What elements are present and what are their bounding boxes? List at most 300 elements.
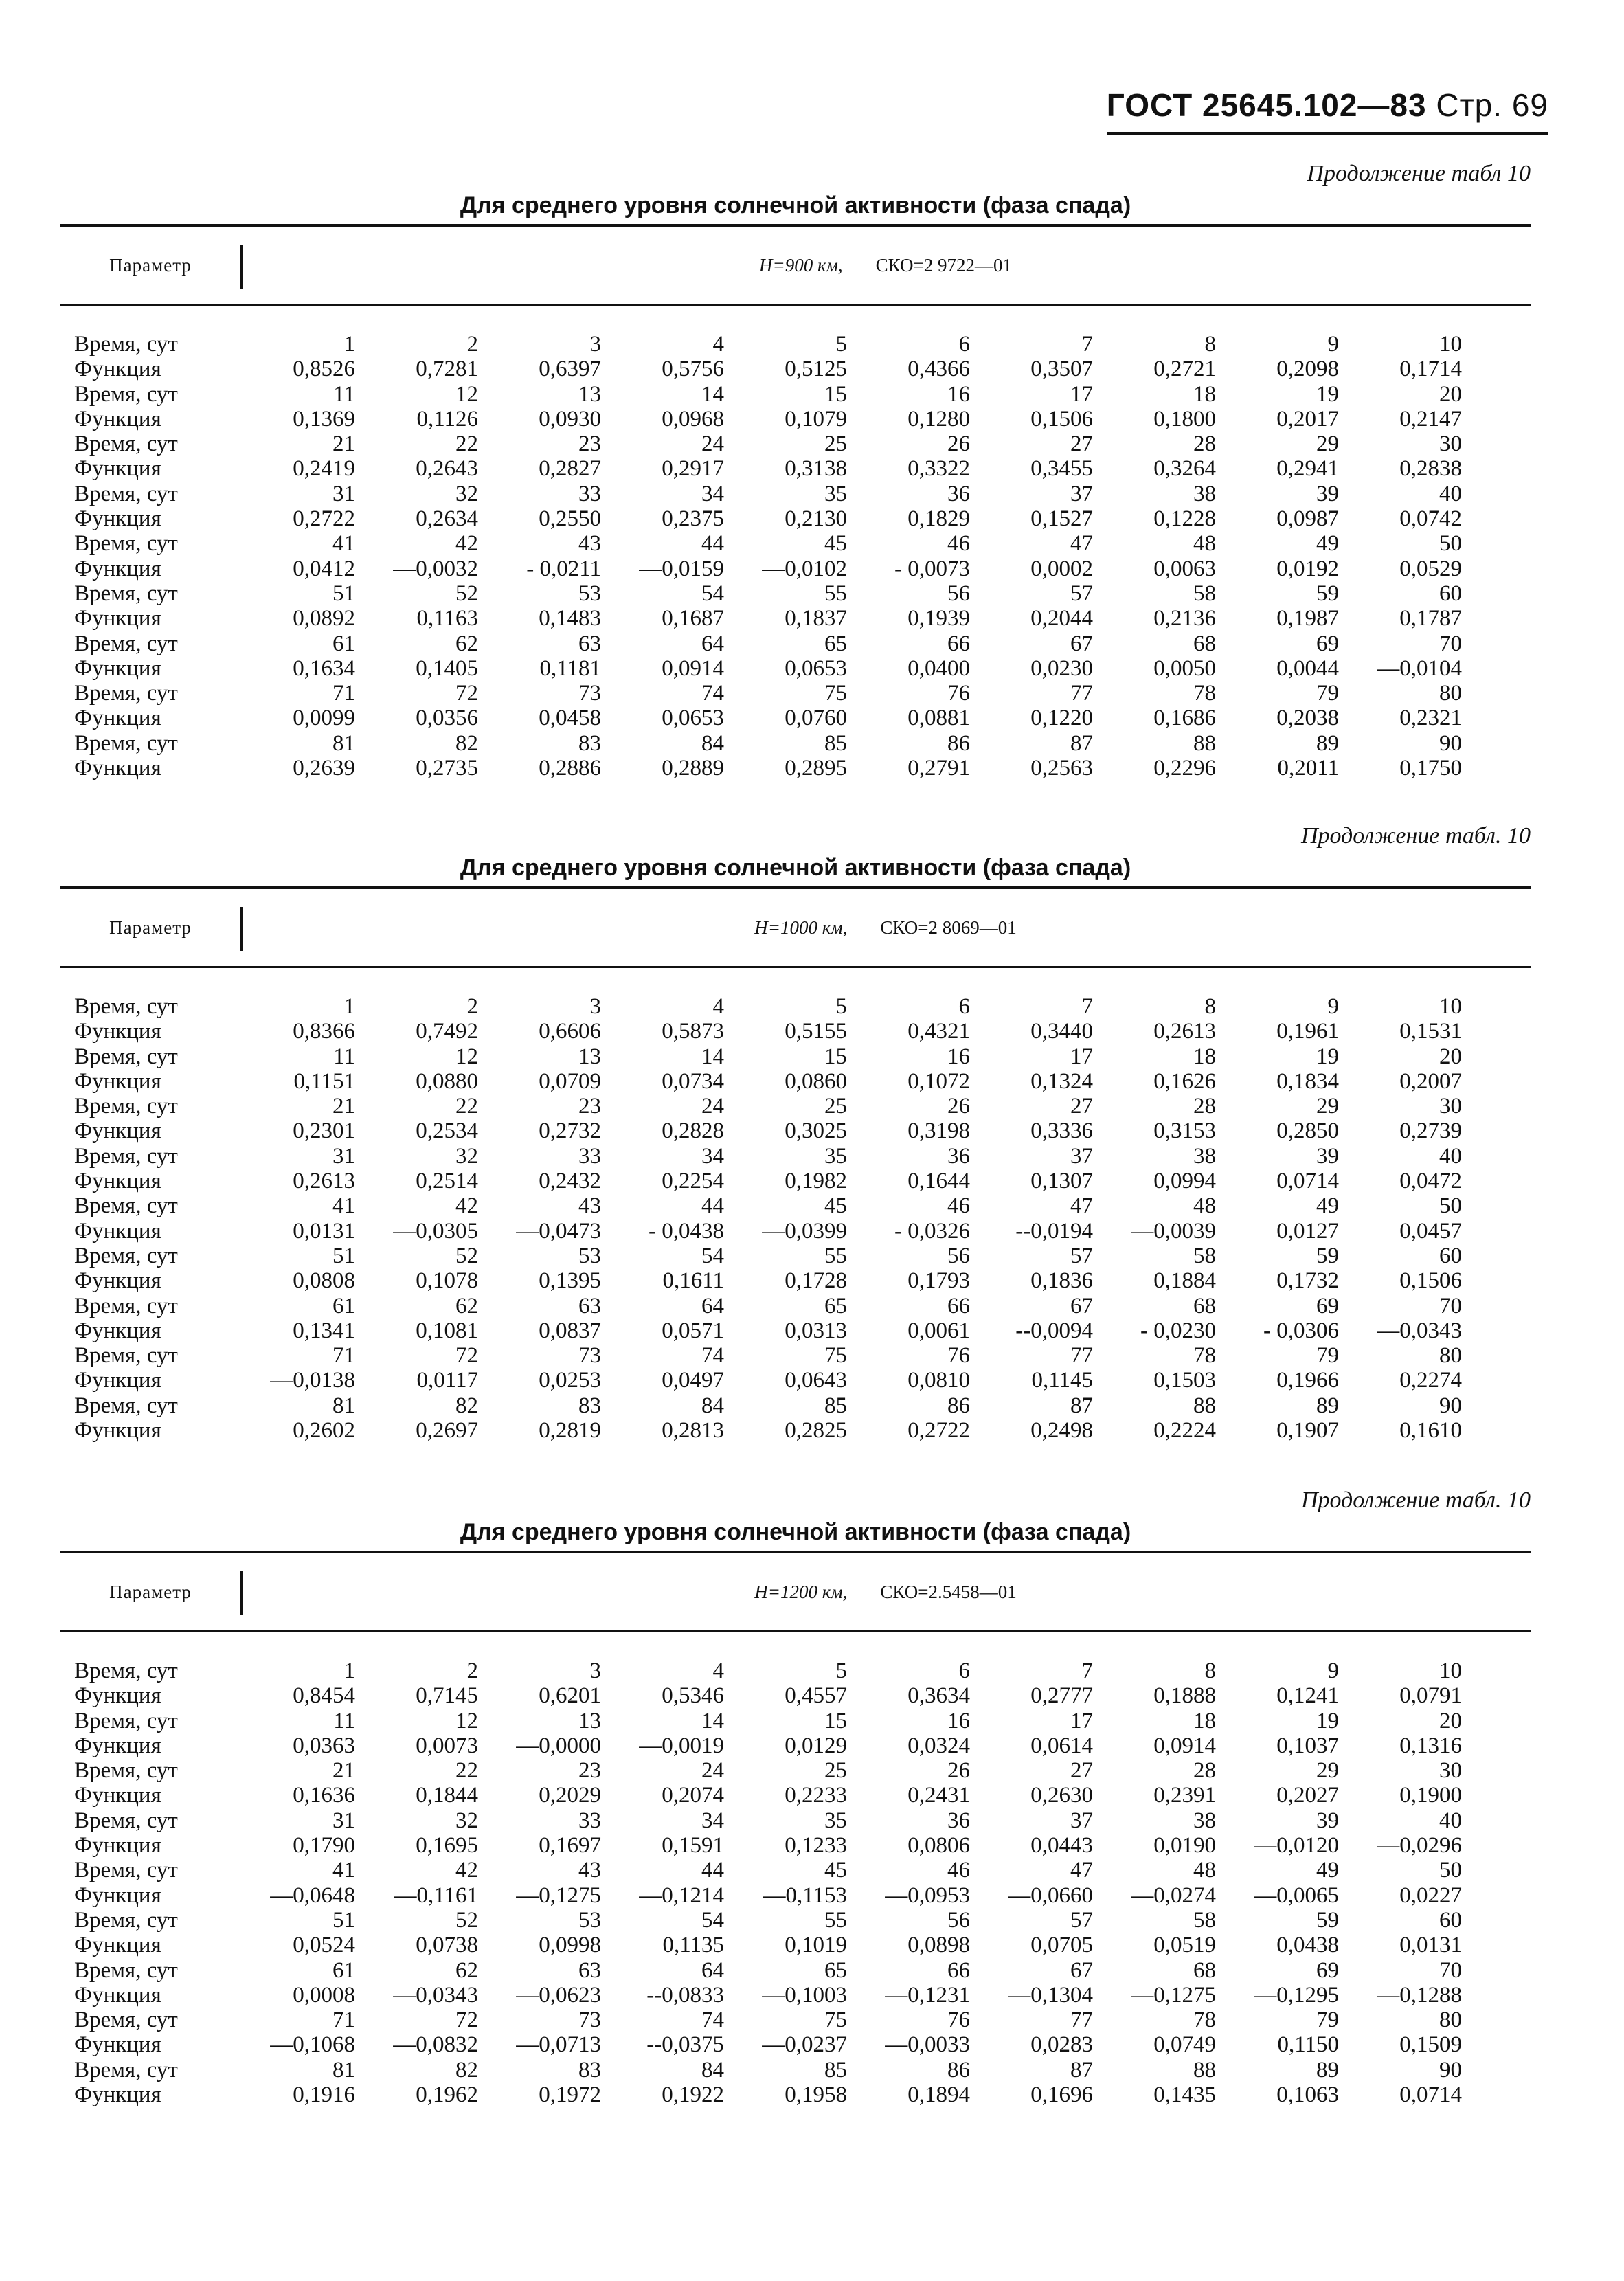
table-cell: 0,1687 — [662, 606, 724, 631]
table-cell: 0,1079 — [785, 406, 847, 431]
table-cell: 0,1790 — [293, 1833, 355, 1858]
table-cell: 0,1506 — [1399, 1268, 1462, 1294]
table-cell: —0,0832 — [393, 2032, 478, 2058]
table-row — [60, 581, 1531, 606]
table-cell: 55 — [824, 1243, 847, 1268]
table-cell: 0,3264 — [1153, 456, 1216, 482]
section-title: Для среднего уровня солнечной активности (фаза спада) — [460, 1519, 1131, 1545]
table-row — [60, 1144, 1531, 1169]
table-cell: 8 — [1204, 1659, 1216, 1683]
table-cell: --0,0833 — [646, 1982, 724, 2008]
table-cell: 0,1307 — [1030, 1169, 1093, 1194]
table-cell: 49 — [1316, 531, 1339, 557]
table-cell: 0,3138 — [785, 456, 847, 482]
table-cell: 30 — [1439, 1758, 1462, 1784]
table-cell: 13 — [578, 381, 601, 407]
table-cell: 0,1696 — [1030, 2082, 1093, 2108]
table-cell: 3 — [589, 994, 601, 1019]
table-cell: —0,0102 — [762, 556, 847, 581]
table-row — [60, 1294, 1531, 1318]
table-cell: 0,1509 — [1399, 2032, 1462, 2058]
row-label: Функция — [74, 1733, 161, 1758]
table-cell: 0,2889 — [662, 756, 724, 781]
table-cell: 0,0994 — [1153, 1169, 1216, 1194]
table-cell: 82 — [455, 1393, 478, 1418]
table-cell: 0,0738 — [416, 1933, 478, 1958]
table-cell: 6 — [958, 1659, 970, 1683]
table-cell: 49 — [1316, 1858, 1339, 1883]
table-cell: 22 — [455, 1758, 478, 1784]
table-cell: 76 — [947, 681, 970, 706]
table-cell: 0,8526 — [293, 357, 355, 382]
table-cell: 69 — [1316, 1293, 1339, 1318]
table-cell: 66 — [947, 1293, 970, 1318]
table-cell: 0,0898 — [907, 1933, 970, 1958]
table-cell: 0,0131 — [1399, 1933, 1462, 1958]
table-cell: —0,1295 — [1254, 1982, 1339, 2008]
table-cell: 0,0283 — [1030, 2032, 1093, 2058]
table-cell: 0,1037 — [1276, 1733, 1339, 1758]
table-cell: - 0,0306 — [1263, 1318, 1339, 1343]
row-label: Функция — [74, 1268, 161, 1294]
table-cell: 31 — [332, 1143, 355, 1169]
table-cell: 0,1072 — [907, 1068, 970, 1094]
param-header: Параметр — [109, 917, 192, 938]
table-cell: 0,8454 — [293, 1683, 355, 1709]
table-cell: 13 — [578, 1044, 601, 1069]
table-cell: 37 — [1070, 1808, 1093, 1833]
table-cell: 0,1916 — [293, 2082, 355, 2108]
table-cell: 82 — [455, 730, 478, 756]
table-cell: 84 — [701, 2057, 724, 2082]
table-cell: 0,1987 — [1276, 606, 1339, 631]
table-cell: 0,2391 — [1153, 1783, 1216, 1808]
table-cell: 41 — [332, 531, 355, 557]
table-cell: 9 — [1327, 332, 1339, 357]
table-row — [60, 681, 1531, 706]
table-header — [60, 224, 1531, 306]
row-label: Функция — [74, 606, 161, 631]
row-label: Функция — [74, 1169, 161, 1194]
table-cell: 44 — [701, 531, 724, 557]
table-row — [60, 631, 1531, 656]
table-cell: 0,0443 — [1030, 1833, 1093, 1858]
table-cell: 0,1126 — [416, 406, 478, 431]
table-cell: 30 — [1439, 431, 1462, 457]
table-cell: 87 — [1070, 2057, 1093, 2082]
table-section — [60, 161, 1531, 780]
table-cell: 34 — [701, 481, 724, 506]
table-cell: - 0,0230 — [1140, 1318, 1216, 1343]
table-cell: 0,0734 — [662, 1068, 724, 1094]
table-cell: 2 — [466, 1659, 478, 1683]
table-cell: 54 — [701, 581, 724, 606]
continuation-note: Продолжение табл. 10 — [1300, 823, 1531, 849]
row-label: Время, сут — [74, 2057, 178, 2082]
table-row — [60, 1733, 1531, 1758]
table-cell: 0,0008 — [293, 1982, 355, 2008]
row-label: Функция — [74, 1019, 161, 1044]
table-cell: 40 — [1439, 1808, 1462, 1833]
table-cell: 26 — [947, 1758, 970, 1784]
table-cell: 0,0880 — [416, 1068, 478, 1094]
row-label: Функция — [74, 2082, 161, 2108]
table-cell: 63 — [578, 1293, 601, 1318]
table-cell: 0,0099 — [293, 706, 355, 731]
row-label: Функция — [74, 1218, 161, 1244]
table-cell: 4 — [712, 332, 724, 357]
table-cell: 54 — [701, 1243, 724, 1268]
table-cell: 0,0131 — [293, 1218, 355, 1244]
table-cell: 53 — [578, 581, 601, 606]
table-cell: 0,1405 — [416, 655, 478, 681]
table-cell: 0,0063 — [1153, 556, 1216, 581]
table-cell: 0,0400 — [907, 655, 970, 681]
table-row — [60, 1758, 1531, 1783]
table-cell: 83 — [578, 730, 601, 756]
table-cell: 0,2886 — [539, 756, 601, 781]
table-cell: 0,1228 — [1153, 506, 1216, 532]
table-cell: 48 — [1193, 531, 1216, 557]
table-cell: 35 — [824, 1143, 847, 1169]
table-cell: 0,0806 — [907, 1833, 970, 1858]
section-title: Для среднего уровня солнечной активности (фаза спада) — [460, 192, 1131, 218]
table-cell: 0,4557 — [785, 1683, 847, 1709]
table-row — [60, 1393, 1531, 1418]
table-cell: 0,1506 — [1030, 406, 1093, 431]
row-label: Функция — [74, 2032, 161, 2058]
continuation-note: Продолжение табл 10 — [1307, 161, 1531, 186]
table-cell: 12 — [455, 1708, 478, 1733]
row-label: Время, сут — [74, 1243, 178, 1268]
table-cell: 51 — [332, 1243, 355, 1268]
table-cell: 69 — [1316, 1957, 1339, 1983]
row-label: Функция — [74, 1418, 161, 1443]
table-row — [60, 557, 1531, 581]
table-cell: 0,2639 — [293, 756, 355, 781]
table-cell: —0,0623 — [516, 1982, 601, 2008]
row-label: Время, сут — [74, 681, 178, 706]
table-cell: 0,2813 — [662, 1418, 724, 1443]
table-cell: 71 — [332, 2008, 355, 2033]
table-cell: 57 — [1070, 581, 1093, 606]
table-cell: 12 — [455, 1044, 478, 1069]
row-label: Время, сут — [74, 1708, 178, 1733]
table-cell: 0,2735 — [416, 756, 478, 781]
table-cell: 0,2634 — [416, 506, 478, 532]
table-cell: 43 — [578, 1193, 601, 1219]
table-cell: —0,1304 — [1008, 1982, 1093, 2008]
table-cell: 54 — [701, 1907, 724, 1933]
row-label: Время, сут — [74, 581, 178, 606]
table-cell: 66 — [947, 631, 970, 656]
table-cell: 0,1962 — [416, 2082, 478, 2108]
table-cell: 68 — [1193, 1293, 1216, 1318]
table-cell: 0,1220 — [1030, 706, 1093, 731]
table-cell: 0,1611 — [662, 1268, 724, 1294]
table-cell: 0,2147 — [1399, 406, 1462, 431]
table-cell: 14 — [701, 1708, 724, 1733]
table-cell: 0,1922 — [662, 2082, 724, 2108]
table-cell: 75 — [824, 2008, 847, 2033]
row-label: Время, сут — [74, 1858, 178, 1883]
table-cell: 88 — [1193, 2057, 1216, 2082]
table-cell: 44 — [701, 1193, 724, 1219]
table-cell: 0,1150 — [1277, 2032, 1339, 2058]
row-label: Время, сут — [74, 1957, 178, 1983]
table-row — [60, 1783, 1531, 1808]
table-cell: 0,1644 — [907, 1169, 970, 1194]
table-cell: 10 — [1439, 332, 1462, 357]
table-cell: —0,0104 — [1377, 655, 1462, 681]
table-cell: 42 — [455, 531, 478, 557]
table-cell: 40 — [1439, 481, 1462, 506]
table-cell: 0,2732 — [539, 1119, 601, 1144]
table-cell: 0,0458 — [539, 706, 601, 731]
table-cell: 0,1732 — [1276, 1268, 1339, 1294]
table-cell: 0,0227 — [1399, 1883, 1462, 1908]
table-cell: 74 — [701, 1343, 724, 1369]
table-cell: 17 — [1070, 1708, 1093, 1733]
table-cell: 0,2375 — [662, 506, 724, 532]
table-row — [60, 994, 1531, 1019]
table-cell: 20 — [1439, 381, 1462, 407]
table-cell: 68 — [1193, 631, 1216, 656]
row-label: Функция — [74, 1933, 161, 1958]
table-cell: 0,1836 — [1030, 1268, 1093, 1294]
table-cell: 78 — [1193, 1343, 1216, 1369]
table-cell: 0,5155 — [785, 1019, 847, 1044]
table-cell: 35 — [824, 1808, 847, 1833]
table-cell: 39 — [1316, 1808, 1339, 1833]
table-cell: 0,3634 — [907, 1683, 970, 1709]
table-cell: 37 — [1070, 481, 1093, 506]
table-cell: 78 — [1193, 2008, 1216, 2033]
table-cell: 10 — [1439, 1659, 1462, 1683]
table-cell: 0,0808 — [293, 1268, 355, 1294]
table-cell: 36 — [947, 1143, 970, 1169]
table-row — [60, 706, 1531, 730]
table-row — [60, 2032, 1531, 2057]
table-cell: 22 — [455, 1094, 478, 1119]
table-cell: 25 — [824, 1094, 847, 1119]
table-row — [60, 1094, 1531, 1119]
table-cell: 45 — [824, 531, 847, 557]
table-cell: - 0,0073 — [894, 556, 970, 581]
table-row — [60, 1908, 1531, 1933]
table-row — [60, 1368, 1531, 1393]
table-cell: 0,1884 — [1153, 1268, 1216, 1294]
header-caption — [240, 889, 1531, 966]
table-cell: 0,1280 — [907, 406, 970, 431]
table-cell: 46 — [947, 1193, 970, 1219]
table-cell: 79 — [1316, 1343, 1339, 1369]
table-cell: —0,0473 — [516, 1218, 601, 1244]
table-cell: 0,1395 — [539, 1268, 601, 1294]
table-cell: 0,2044 — [1030, 606, 1093, 631]
table-cell: 0,1435 — [1153, 2082, 1216, 2108]
table-cell: 0,0253 — [539, 1368, 601, 1393]
table-body — [60, 332, 1531, 780]
table-cell: 0,7145 — [416, 1683, 478, 1709]
table-row — [60, 431, 1531, 456]
table-cell: 90 — [1439, 2057, 1462, 2082]
table-cell: 41 — [332, 1193, 355, 1219]
table-cell: 61 — [332, 1293, 355, 1318]
table-cell: 77 — [1070, 681, 1093, 706]
table-cell: 23 — [578, 431, 601, 457]
table-cell: 0,1958 — [785, 2082, 847, 2108]
table-row — [60, 506, 1531, 531]
table-cell: 57 — [1070, 1907, 1093, 1933]
row-label: Время, сут — [74, 1808, 178, 1833]
table-cell: 0,1181 — [539, 655, 601, 681]
table-cell: —0,0953 — [885, 1883, 970, 1908]
table-cell: 0,0653 — [662, 706, 724, 731]
table-body — [60, 994, 1531, 1443]
table-cell: --0,0375 — [646, 2032, 724, 2058]
table-section — [60, 1487, 1531, 2107]
table-cell: 0,2224 — [1153, 1418, 1216, 1443]
table-cell: 23 — [578, 1758, 601, 1784]
row-label: Время, сут — [74, 1094, 178, 1119]
table-cell: 0,3322 — [907, 456, 970, 482]
table-cell: 48 — [1193, 1193, 1216, 1219]
table-cell: 82 — [455, 2057, 478, 2082]
table-cell: 0,0497 — [662, 1368, 724, 1393]
table-cell: 32 — [455, 1143, 478, 1169]
table-cell: 41 — [332, 1858, 355, 1883]
table-cell: 21 — [332, 431, 355, 457]
row-label: Время, сут — [74, 1143, 178, 1169]
table-cell: 0,6397 — [539, 357, 601, 382]
table-cell: 3 — [589, 332, 601, 357]
table-cell: 57 — [1070, 1243, 1093, 1268]
row-label: Функция — [74, 1833, 161, 1858]
table-cell: 25 — [824, 1758, 847, 1784]
table-cell: —0,0065 — [1254, 1883, 1339, 1908]
table-cell: 28 — [1193, 1094, 1216, 1119]
table-cell: 11 — [333, 1708, 355, 1733]
table-cell: 26 — [947, 1094, 970, 1119]
table-row — [60, 1268, 1531, 1293]
table-cell: 0,2038 — [1276, 706, 1339, 731]
row-label: Время, сут — [74, 2008, 178, 2033]
table-cell: 16 — [947, 381, 970, 407]
table-cell: 28 — [1193, 431, 1216, 457]
table-cell: 86 — [947, 2057, 970, 2082]
table-cell: 26 — [947, 431, 970, 457]
table-cell: 53 — [578, 1243, 601, 1268]
table-row — [60, 731, 1531, 756]
row-label: Функция — [74, 556, 161, 581]
row-label: Функция — [74, 506, 161, 532]
table-cell: 33 — [578, 481, 601, 506]
table-row — [60, 456, 1531, 481]
table-cell: 33 — [578, 1143, 601, 1169]
table-cell: 16 — [947, 1708, 970, 1733]
table-row — [60, 606, 1531, 631]
table-cell: 0,0653 — [785, 655, 847, 681]
table-cell: 5 — [835, 994, 847, 1019]
table-cell: 15 — [824, 1708, 847, 1733]
sko-label: СКО=2 9722—01 — [875, 254, 1012, 276]
row-label: Время, сут — [74, 381, 178, 407]
table-cell: 0,5873 — [662, 1019, 724, 1044]
table-cell: 50 — [1439, 1193, 1462, 1219]
table-cell: 0,0438 — [1276, 1933, 1339, 1958]
table-row — [60, 1044, 1531, 1069]
table-cell: 9 — [1327, 994, 1339, 1019]
table-row — [60, 382, 1531, 407]
table-cell: —0,1231 — [885, 1982, 970, 2008]
table-cell: 0,1610 — [1399, 1418, 1462, 1443]
table-cell: —0,0032 — [393, 556, 478, 581]
table-cell: 0,0998 — [539, 1933, 601, 1958]
table-cell: —0,1275 — [1131, 1982, 1216, 2008]
table-cell: —0,0033 — [885, 2032, 970, 2058]
table-header — [60, 1551, 1531, 1632]
table-cell: 72 — [455, 1343, 478, 1369]
table-cell: 0,0987 — [1276, 506, 1339, 532]
table-cell: 0,1341 — [293, 1318, 355, 1343]
table-cell: 0,5756 — [662, 357, 724, 382]
table-cell: 0,2941 — [1276, 456, 1339, 482]
table-cell: 58 — [1193, 1907, 1216, 1933]
table-cell: 61 — [332, 1957, 355, 1983]
table-cell: 0,2850 — [1276, 1119, 1339, 1144]
table-cell: 65 — [824, 1293, 847, 1318]
table-cell: 64 — [701, 1293, 724, 1318]
table-row — [60, 1833, 1531, 1858]
table-cell: 7 — [1081, 332, 1093, 357]
table-cell: 0,0705 — [1030, 1933, 1093, 1958]
table-cell: 88 — [1193, 730, 1216, 756]
table-cell: 0,1728 — [785, 1268, 847, 1294]
table-cell: 0,1697 — [539, 1833, 601, 1858]
table-cell: 60 — [1439, 1907, 1462, 1933]
table-cell: 0,2563 — [1030, 756, 1093, 781]
table-cell: 19 — [1316, 1044, 1339, 1069]
table-cell: 0,0230 — [1030, 655, 1093, 681]
table-cell: 70 — [1439, 631, 1462, 656]
table-cell: 80 — [1439, 681, 1462, 706]
table-cell: 76 — [947, 2008, 970, 2033]
table-cell: 0,1894 — [907, 2082, 970, 2108]
table-row — [60, 1119, 1531, 1143]
table-row — [60, 1418, 1531, 1443]
table-cell: 67 — [1070, 631, 1093, 656]
table-row — [60, 1019, 1531, 1044]
table-cell: 0,5125 — [785, 357, 847, 382]
table-cell: 31 — [332, 1808, 355, 1833]
table-cell: —0,0274 — [1131, 1883, 1216, 1908]
row-label: Время, сут — [74, 1293, 178, 1318]
table-row — [60, 1683, 1531, 1708]
table-cell: 0,1829 — [907, 506, 970, 532]
table-cell: 86 — [947, 1393, 970, 1418]
table-cell: —0,0237 — [762, 2032, 847, 2058]
table-cell: 67 — [1070, 1957, 1093, 1983]
table-cell: 0,1241 — [1276, 1683, 1339, 1709]
table-cell: 56 — [947, 1907, 970, 1933]
table-cell: 17 — [1070, 381, 1093, 407]
table-cell: 72 — [455, 681, 478, 706]
table-cell: 83 — [578, 2057, 601, 2082]
table-cell: 0,0837 — [539, 1318, 601, 1343]
table-cell: 0,2838 — [1399, 456, 1462, 482]
row-label: Время, сут — [74, 1044, 178, 1069]
